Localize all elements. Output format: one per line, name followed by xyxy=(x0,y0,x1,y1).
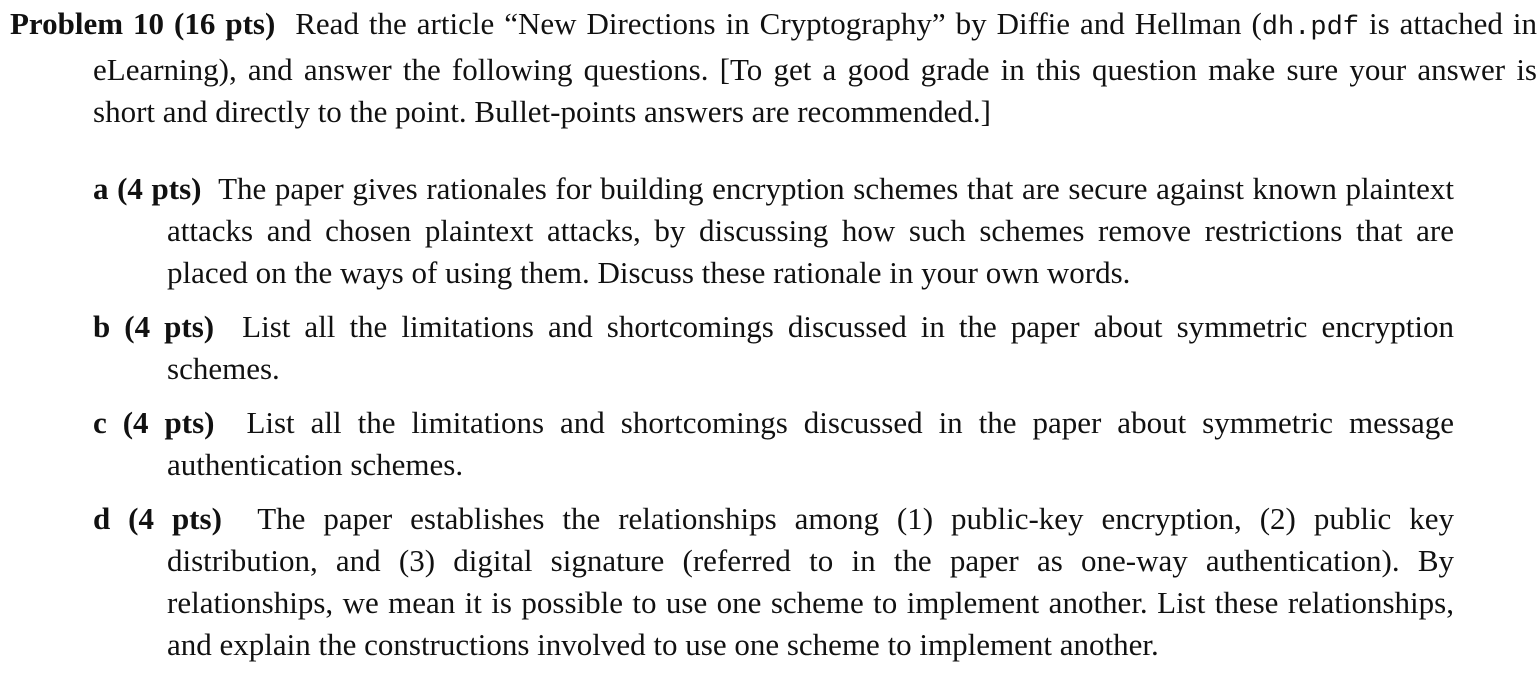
attachment-filename: dh.pdf xyxy=(1261,13,1359,43)
part-d-label: d (4 pts) xyxy=(93,501,222,536)
part-c-label: c (4 pts) xyxy=(93,405,215,440)
part-a-label: a (4 pts) xyxy=(93,171,202,206)
question-part-a xyxy=(93,168,1454,294)
question-part-c xyxy=(93,402,1454,486)
part-b-label: b (4 pts) xyxy=(93,309,215,344)
part-d-text: The paper establishes the relationships among (1) public-key encryption, (2) public key distribution, and (3) digital signature (referred to in the paper as one-way authentication). By relationships, we mean it is possible to use one scheme to implement another. List these relationships, and explain the constructions involved to use one scheme to implement another. xyxy=(167,501,1455,662)
question-part-b xyxy=(93,306,1454,390)
part-b-text: List all the limitations and shortcomings discussed in the paper about symmetric encryption schemes. xyxy=(167,309,1455,386)
part-c-text: List all the limitations and shortcomings discussed in the paper about symmetric message authentication schemes. xyxy=(167,405,1454,482)
problem-intro-end: is attached in eLearning), and answer the following questions. [To get a good grade in this question make sure your answer is short and directly to the point. Bullet-points answers are recommended.] xyxy=(93,6,1537,129)
part-a-text: The paper gives rationales for building encryption schemes that are secure against known plaintext attacks and chosen plaintext attacks, by discussing how such schemes remove restrictions that are placed on the ways of using them. Discuss these rationale in your own words. xyxy=(167,171,1454,290)
question-part-d xyxy=(93,498,1454,666)
problem-intro-start: Read the article “New Directions in Cryptography” by Diffie and Hellman ( xyxy=(295,6,1262,41)
problem-heading: Problem 10 (16 pts) xyxy=(10,6,276,41)
problem-statement xyxy=(10,3,1537,133)
